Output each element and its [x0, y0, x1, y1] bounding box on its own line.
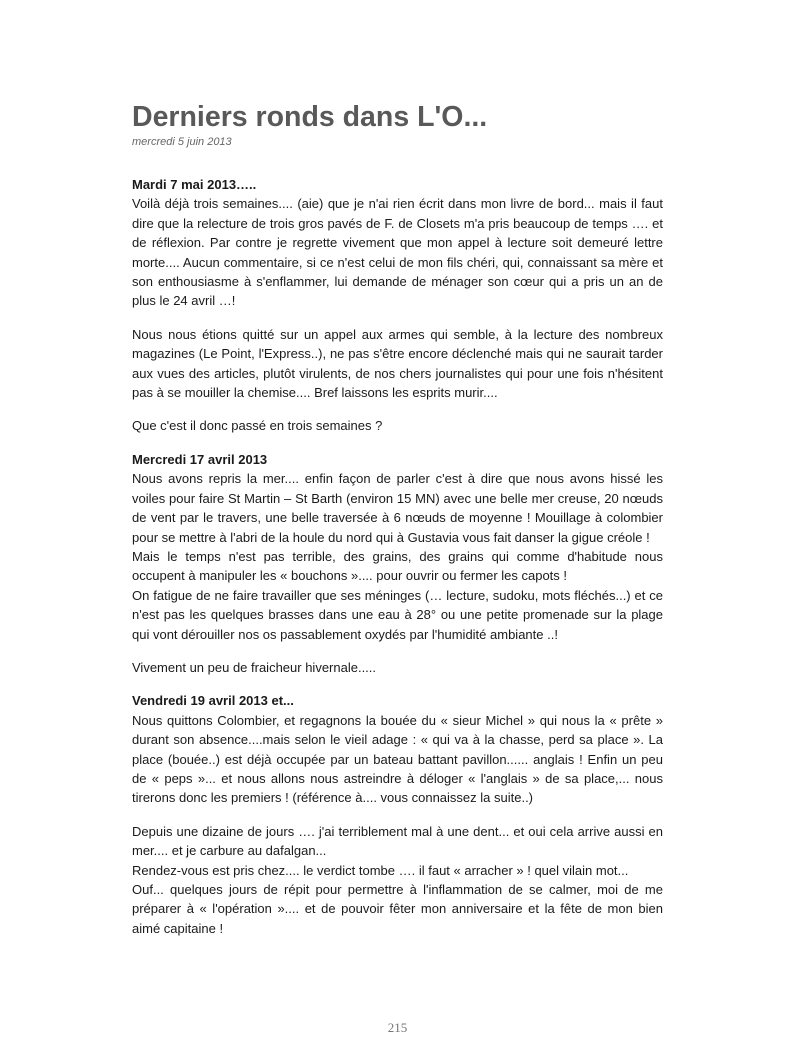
section-heading: Vendredi 19 avril 2013 et...	[132, 693, 294, 709]
page-title: Derniers ronds dans L'O...	[132, 101, 488, 133]
paragraph: Vivement un peu de fraicheur hivernale.....	[132, 659, 377, 675]
post-date: mercredi 5 juin 2013	[132, 136, 232, 148]
section-heading: Mardi 7 mai 2013…..	[132, 177, 257, 192]
paragraph: Que c'est il donc passé en trois semaines ?	[132, 418, 383, 434]
section-heading: Mercredi 17 avril 2013	[132, 451, 268, 467]
page-number: 215	[387, 1020, 408, 1035]
paragraph: Mais le temps n'est pas terrible, des grains, des grains qui comme d'habitude nous occupent à manipuler les « bouchons ».... pour ouvrir ou fermer les capots !	[132, 548, 663, 584]
paragraph: Voilà déjà trois semaines.... (aie) que je n'ai rien écrit dans mon livre de bord... mais il faut dire que la relecture de trois gros pavés de F. de Closets m'a pris beaucoup de temps …. et de réflexion. Par contre je regrette vivement que mon appel à lecture soit demeuré lettre morte.... Aucun commentaire, si ce n'est celui de mon fils chéri, qui, connaissant sa mère et son enthousiasme à s'enflammer, lui demande de ménager son cœur qui a pris un an de plus le 24 avril …!	[132, 196, 663, 309]
paragraph: Nous avons repris la mer.... enfin façon de parler c'est à dire que nous avons hissé les voiles pour faire St Martin – St Barth (environ 15 MN) avec une belle mer creuse, 20 nœuds de vent par le travers, une belle traversée à 6 nœuds de moyenne ! Mouillage à colombier pour se mettre à l'abri de la houle du nord qui à Gustavia vous fait danser la gigue créole !	[132, 471, 663, 545]
paragraph: Depuis une dizaine de jours …. j'ai terriblement mal à une dent... et oui cela arrive aussi en mer.... et je carbure au dafalgan...	[132, 823, 663, 859]
paragraph: Nous quittons Colombier, et regagnons la bouée du « sieur Michel » qui nous la « prête » durant son absence....mais selon le vieil adage : « qui va à la chasse, perd sa place ». La place (bouée..) est déjà occupée par un bateau battant pavillon...... anglais ! Enfin un peu de « peps »... et nous allons nous astreindre à déloger « l'anglais » de sa place,... nous tirerons donc les premiers ! (référence à.... vous connaissez la suite..)	[132, 712, 663, 806]
paragraph: Rendez-vous est pris chez.... le verdict tombe …. il faut « arracher » ! quel vilain mot...	[132, 862, 629, 878]
paragraph: Ouf... quelques jours de répit pour permettre à l'inflammation de se calmer, moi de me préparer à « l'opération ».... et de pouvoir fêter mon anniversaire et la fête de mon bien aimé capitaine !	[132, 882, 663, 936]
paragraph: Nous nous étions quitté sur un appel aux armes qui semble, à la lecture des nombreux magazines (Le Point, l'Express..), ne pas s'être encore déclenché mais qui ne saurait tarder aux vues des articles, plutôt virulents, de nos chers journalistes qui pour une fois n'hésitent pas à se mouiller la chemise.... Bref laissons les esprits murir....	[132, 326, 663, 401]
paragraph: On fatigue de ne faire travailler que ses méninges (… lecture, sudoku, mots fléchés...) et ce n'est pas les quelques brasses dans une eau à 28° ou une petite promenade sur la plage qui vont dérouiller nos os passablement oxydés par l'humidité ambiante ..!	[132, 587, 663, 642]
article-body	[132, 175, 663, 952]
